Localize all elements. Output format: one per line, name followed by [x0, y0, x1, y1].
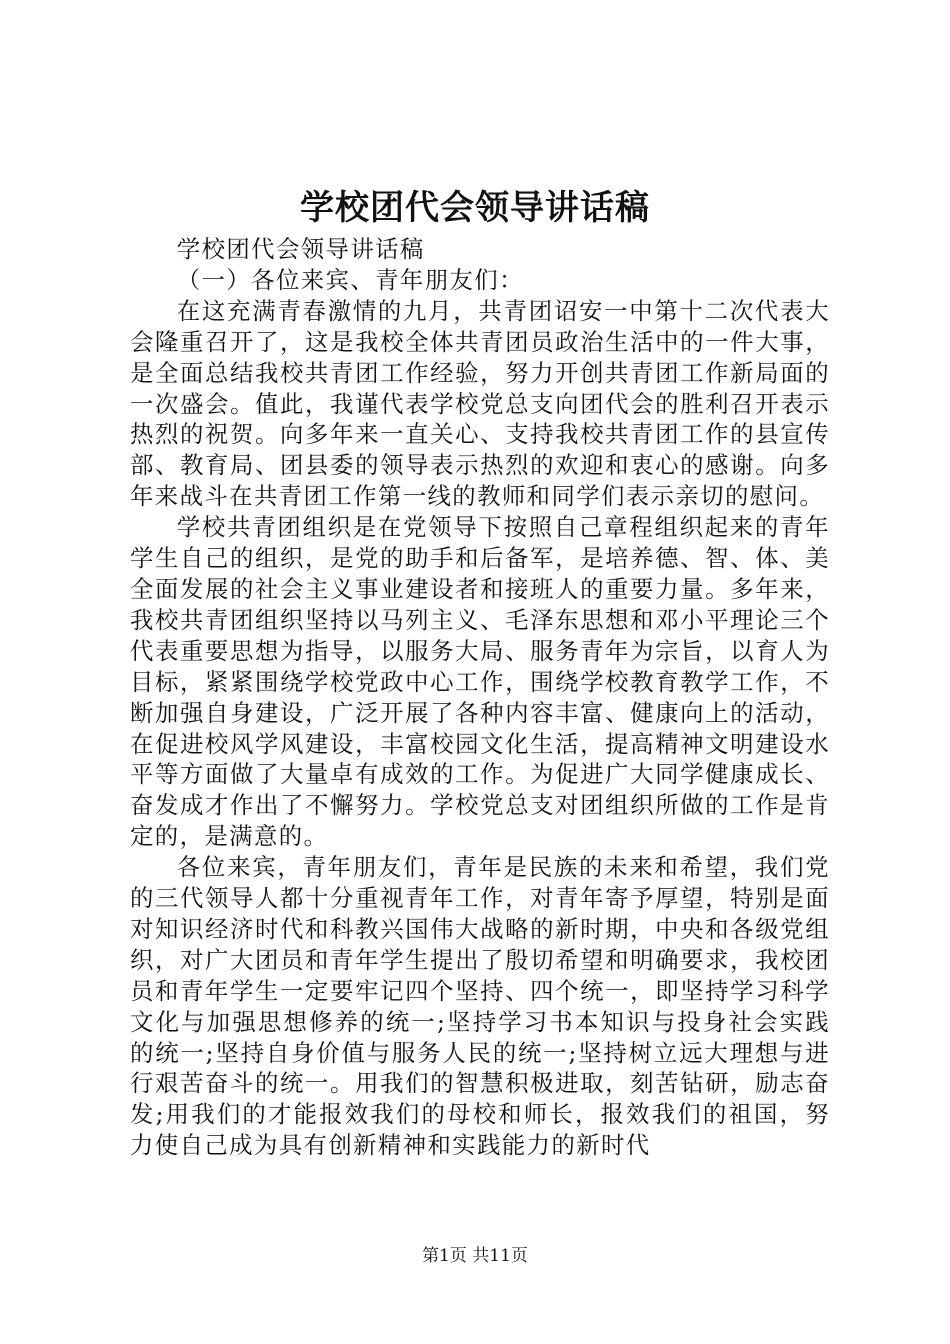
paragraph-subtitle: 学校团代会领导讲话稿 [176, 235, 425, 263]
paragraph-youth-expectations: 各位来宾，青年朋友们，青年是民族的未来和希望，我们党的三代领导人都十分重视青年工作，对青年寄予厚望，特别是面对知识经济时代和科教兴国伟大战略的新时期，中央和各级党组织，对广大团员和青年学生提出了殷切希望和明确要求，我校团员和青年学生一定要牢记四个坚持、四个统一，即坚持学习科学文化与加强思想修养的统一;坚持学习书本知识与投身社会实践的统一;坚持自身价值与服务人民的统一;坚持树立远大理想与进行艰苦奋斗的统一。用我们的智慧积极进取，刻苦钻研，励志奋发;用我们的才能报效我们的母校和师长，报效我们的祖国，努力使自己成为具有创新精神和实践能力的新时代 [130, 853, 830, 1160]
paragraph-salutation: （一）各位来宾、青年朋友们： [176, 265, 524, 294]
paragraph-opening: 在这充满青春激情的九月，共青团诏安一中第十二次代表大会隆重召开了，这是我校全体共青团员政治生活中的一件大事，是全面总结我校共青团工作经验，努力开创共青团工作新局面的一次盛会。值此，我谨代表学校党总支向团代会的胜利召开表示热烈的祝贺。向多年来一直关心、支持我校共青团工作的县宣传部、教育局、团县委的领导表示热烈的欢迎和衷心的感谢。向多年来战斗在共青团工作第一线的教师和同学们表示亲切的慰问。 [130, 296, 830, 511]
document-body [130, 234, 830, 1160]
page-number: 第1页 共11页 [422, 1246, 528, 1266]
page-title: 学校团代会领导讲话稿 [300, 188, 650, 228]
paragraph-league-work: 学校共青团组织是在党领导下按照自己章程组织起来的青年学生自己的组织，是党的助手和后备军，是培养德、智、体、美全面发展的社会主义事业建设者和接班人的重要力量。多年来，我校共青团组织坚持以马列主义、毛泽东思想和邓小平理论三个代表重要思想为指导，以服务大局、服务青年为宗旨，以育人为目标，紧紧围绕学校党政中心工作，围绕学校教育教学工作，不断加强自身建设，广泛开展了各种内容丰富、健康向上的活动，在促进校风学风建设，丰富校园文化生活，提高精神文明建设水平等方面做了大量卓有成效的工作。为促进广大同学健康成长、奋发成才作出了不懈努力。学校党总支对团组织所做的工作是肯定的，是满意的。 [130, 513, 830, 851]
